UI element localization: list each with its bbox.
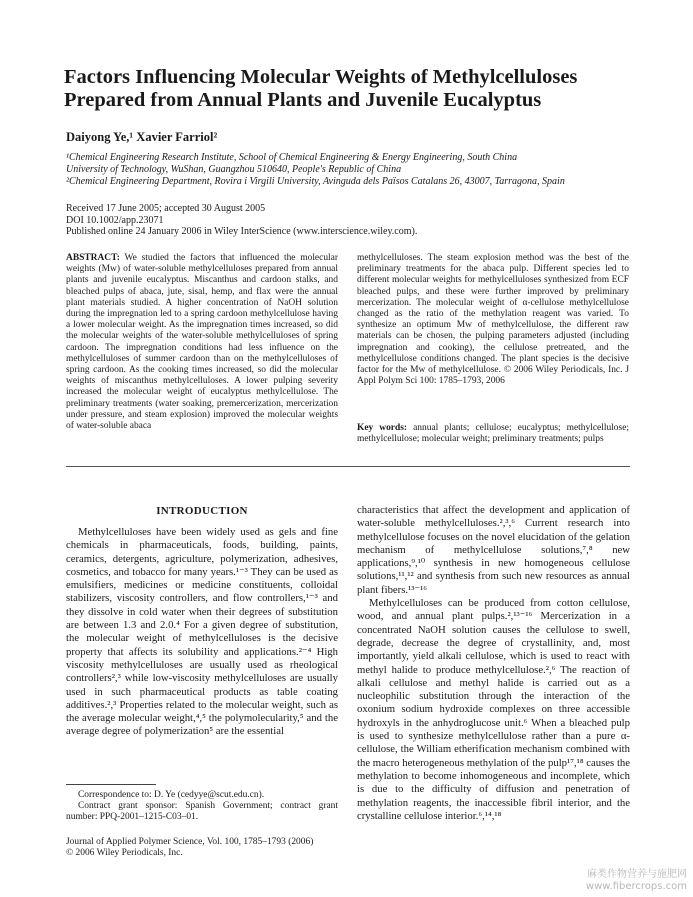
keywords (357, 423, 629, 445)
journal-info (66, 837, 346, 859)
watermark-line: 麻类作物营养与施肥网 (587, 869, 687, 880)
abstract-right (357, 253, 629, 387)
abstract-label: ABSTRACT: (66, 253, 120, 263)
grant-footnote: Contract grant sponsor: Spanish Government; contract grant number: PPQ-2001–1215-C03–01. (66, 801, 338, 822)
journal-citation: Journal of Applied Polymer Science, Vol. 100, 1785–1793 (2006) (66, 837, 314, 847)
paper-title: Factors Influencing Molecular Weights of Methylcelluloses Prepared from Annual Plants and Juvenile Eucalyptus (64, 66, 578, 111)
section-divider (66, 466, 630, 467)
introduction-left-column: Methylcelluloses have been widely used as gels and fine chemicals in pharmaceuticals, foods, building, paints, ceramics, detergents, agriculture, polymerization, adhesives, cosmetics, and tobacco for many years.¹⁻³ They can be used as emulsifiers, medicines or medicine constituents, colloidal stabilizers, viscosity controllers, and flow controllers,¹⁻³ and they dissolve in cold water when their degrees of substitution are between 1.3 and 2.0.⁴ For a given degree of substitution, the molecular weight of methylcelluloses is the decisive property that affects its solubility and applications.²⁻⁴ High viscosity methylcelluloses are usually used as rheological controllers²,³ while low-viscosity methylcelluloses are usually used in such pharmaceutical products as table coating additives.²,³ Properties related to the molecular weight, such as the average molecular weight,⁴,⁵ the polymolecularity,⁵ and the average degree of polymerization⁵ are the essential (66, 526, 338, 738)
keywords-label: Key words: (357, 423, 408, 433)
affiliation-line: University of Technology, WuShan, Guangzhou 510640, People's Republic of China (66, 164, 402, 175)
affiliation-line: ²Chemical Engineering Department, Rovira i Virgili University, Avinguda dels Països Catalans 26, 43007, Tarragona, Spain (66, 176, 565, 187)
journal-copyright: © 2006 Wiley Periodicals, Inc. (66, 848, 183, 858)
watermark (586, 869, 687, 893)
watermark-line: www.fibercrops.com (585, 881, 687, 892)
received-date: Received 17 June 2005; accepted 30 August 2005 (66, 203, 266, 214)
keywords-text: annual plants; cellulose; eucalyptus; methylcellulose; methylcellulose; molecular weight; preliminary treatments; pulps (357, 423, 630, 445)
published-online: Published online 24 January 2006 in Wiley InterScience (www.interscience.wiley.com). (66, 226, 418, 238)
paragraph: Methylcelluloses can be produced from cotton cellulose, wood, and annual plant pulps.²,¹³⁻¹⁶ Mercerization in a concentrated NaOH solution causes the cellulose to swell, degrade, decrease the degree of crystallinity, and, most importantly, yield alkali cellulose, which is used to react with methyl halide to produce methylcellulose.²,⁶ The reaction of alkali cellulose and methyl halide is carried out as a nucleophilic substitution through the interaction of the oxonium sodium hydroxide complexes on three accessible hydroxyls in the anhydroglucose unit.⁶ When a bleached pulp is used to synthesize methylcellulose rather than a pure α-cellulose, the William etherification mechanism combined with the macro heterogeneous methylation of the pulp¹⁷,¹⁸ causes the methylation to become inhomogeneous and incomplete, which is due to the difficulty of diffusion and penetration of methylation reagents, the inaccessible fibril interior, and the crystalline cellulose interior.⁶,¹⁴,¹⁸ (357, 597, 630, 822)
doi: DOI 10.1002/app.23071 (66, 214, 164, 226)
affiliations (66, 152, 646, 188)
abstract-copyright: © 2006 Wiley Periodicals, Inc. J Appl Polym Sci 100: 1785–1793, 2006 (357, 365, 629, 387)
footnotes (66, 790, 338, 823)
introduction-right-column (357, 504, 630, 823)
author-list: Daiyong Ye,¹ Xavier Farriol² (66, 130, 218, 144)
paragraph: characteristics that affect the development and application of water-soluble methylcelluloses.²,³,⁶ Current research into methylcellulose focuses on the novel elucidation of the gelation mechanism of methylcellulose solutions,⁷,⁸ new applications,⁹,¹⁰ synthesis in new homogeneous cellulose solutions,¹¹,¹² and synthesis from such new resources as annual plant fibers.¹³⁻¹⁶ (357, 504, 630, 596)
footnote-divider (66, 784, 156, 785)
introduction-heading: INTRODUCTION (156, 505, 248, 517)
correspondence-footnote: Correspondence to: D. Ye (cedyye@scut.edu.cn). (78, 790, 265, 800)
abstract-text-left: We studied the factors that influenced the molecular weights (Mw) of water-soluble methylcelluloses prepared from annual plants and juvenile eucalyptus. Miscanthus and cardoon stalks, and bleached pulps of abaca, jute, sisal, hemp, and flax were the annual plant materials studied. A higher concentration of NaOH solution during the impregnation led to a spring cardoon methylcellulose having a lower molecular weight. As the impregnation times increased, so did the molecular weights of the water-soluble methylcelluloses of spring cardoon. The impregnation conditions had less influence on the methylcelluloses of summer cardoon than on the methylcelluloses of spring cardoon. As the cooking times increased, so did the molecular weights of miscanthus methylcelluloses. A lower pulping severity increased the molecular weight of eucalyptus methylcellulose. The preliminary treatments (water soaking, premercerization, mercerization under pressure, and steam explosion) improved the molecular weights of water-soluble abaca (66, 253, 338, 432)
abstract-left (66, 253, 338, 432)
affiliation-line: ¹Chemical Engineering Research Institute, School of Chemical Engineering & Energy Engineering, South China (66, 152, 518, 163)
abstract-text-right: methylcelluloses. The steam explosion method was the best of the preliminary treatments for the abaca pulp. Different species led to different molecular weights for methylcelluloses synthesized from ECF bleached pulps, and these were further improved by preliminary mercerization. The molecular weight of α-cellulose methylcellulose changed as the ratio of the methylation reagent was varied. To synthesize an optimum Mw of methylcellulose, the different raw materials can be chosen, the pulping parameters adjusted (including impregnation and cooking), the cellulose pretreated, and the methylcellulose conditions changed. The plant species is the decisive factor for the Mw of methylcellulose. (357, 253, 629, 376)
publication-dates (66, 203, 417, 238)
